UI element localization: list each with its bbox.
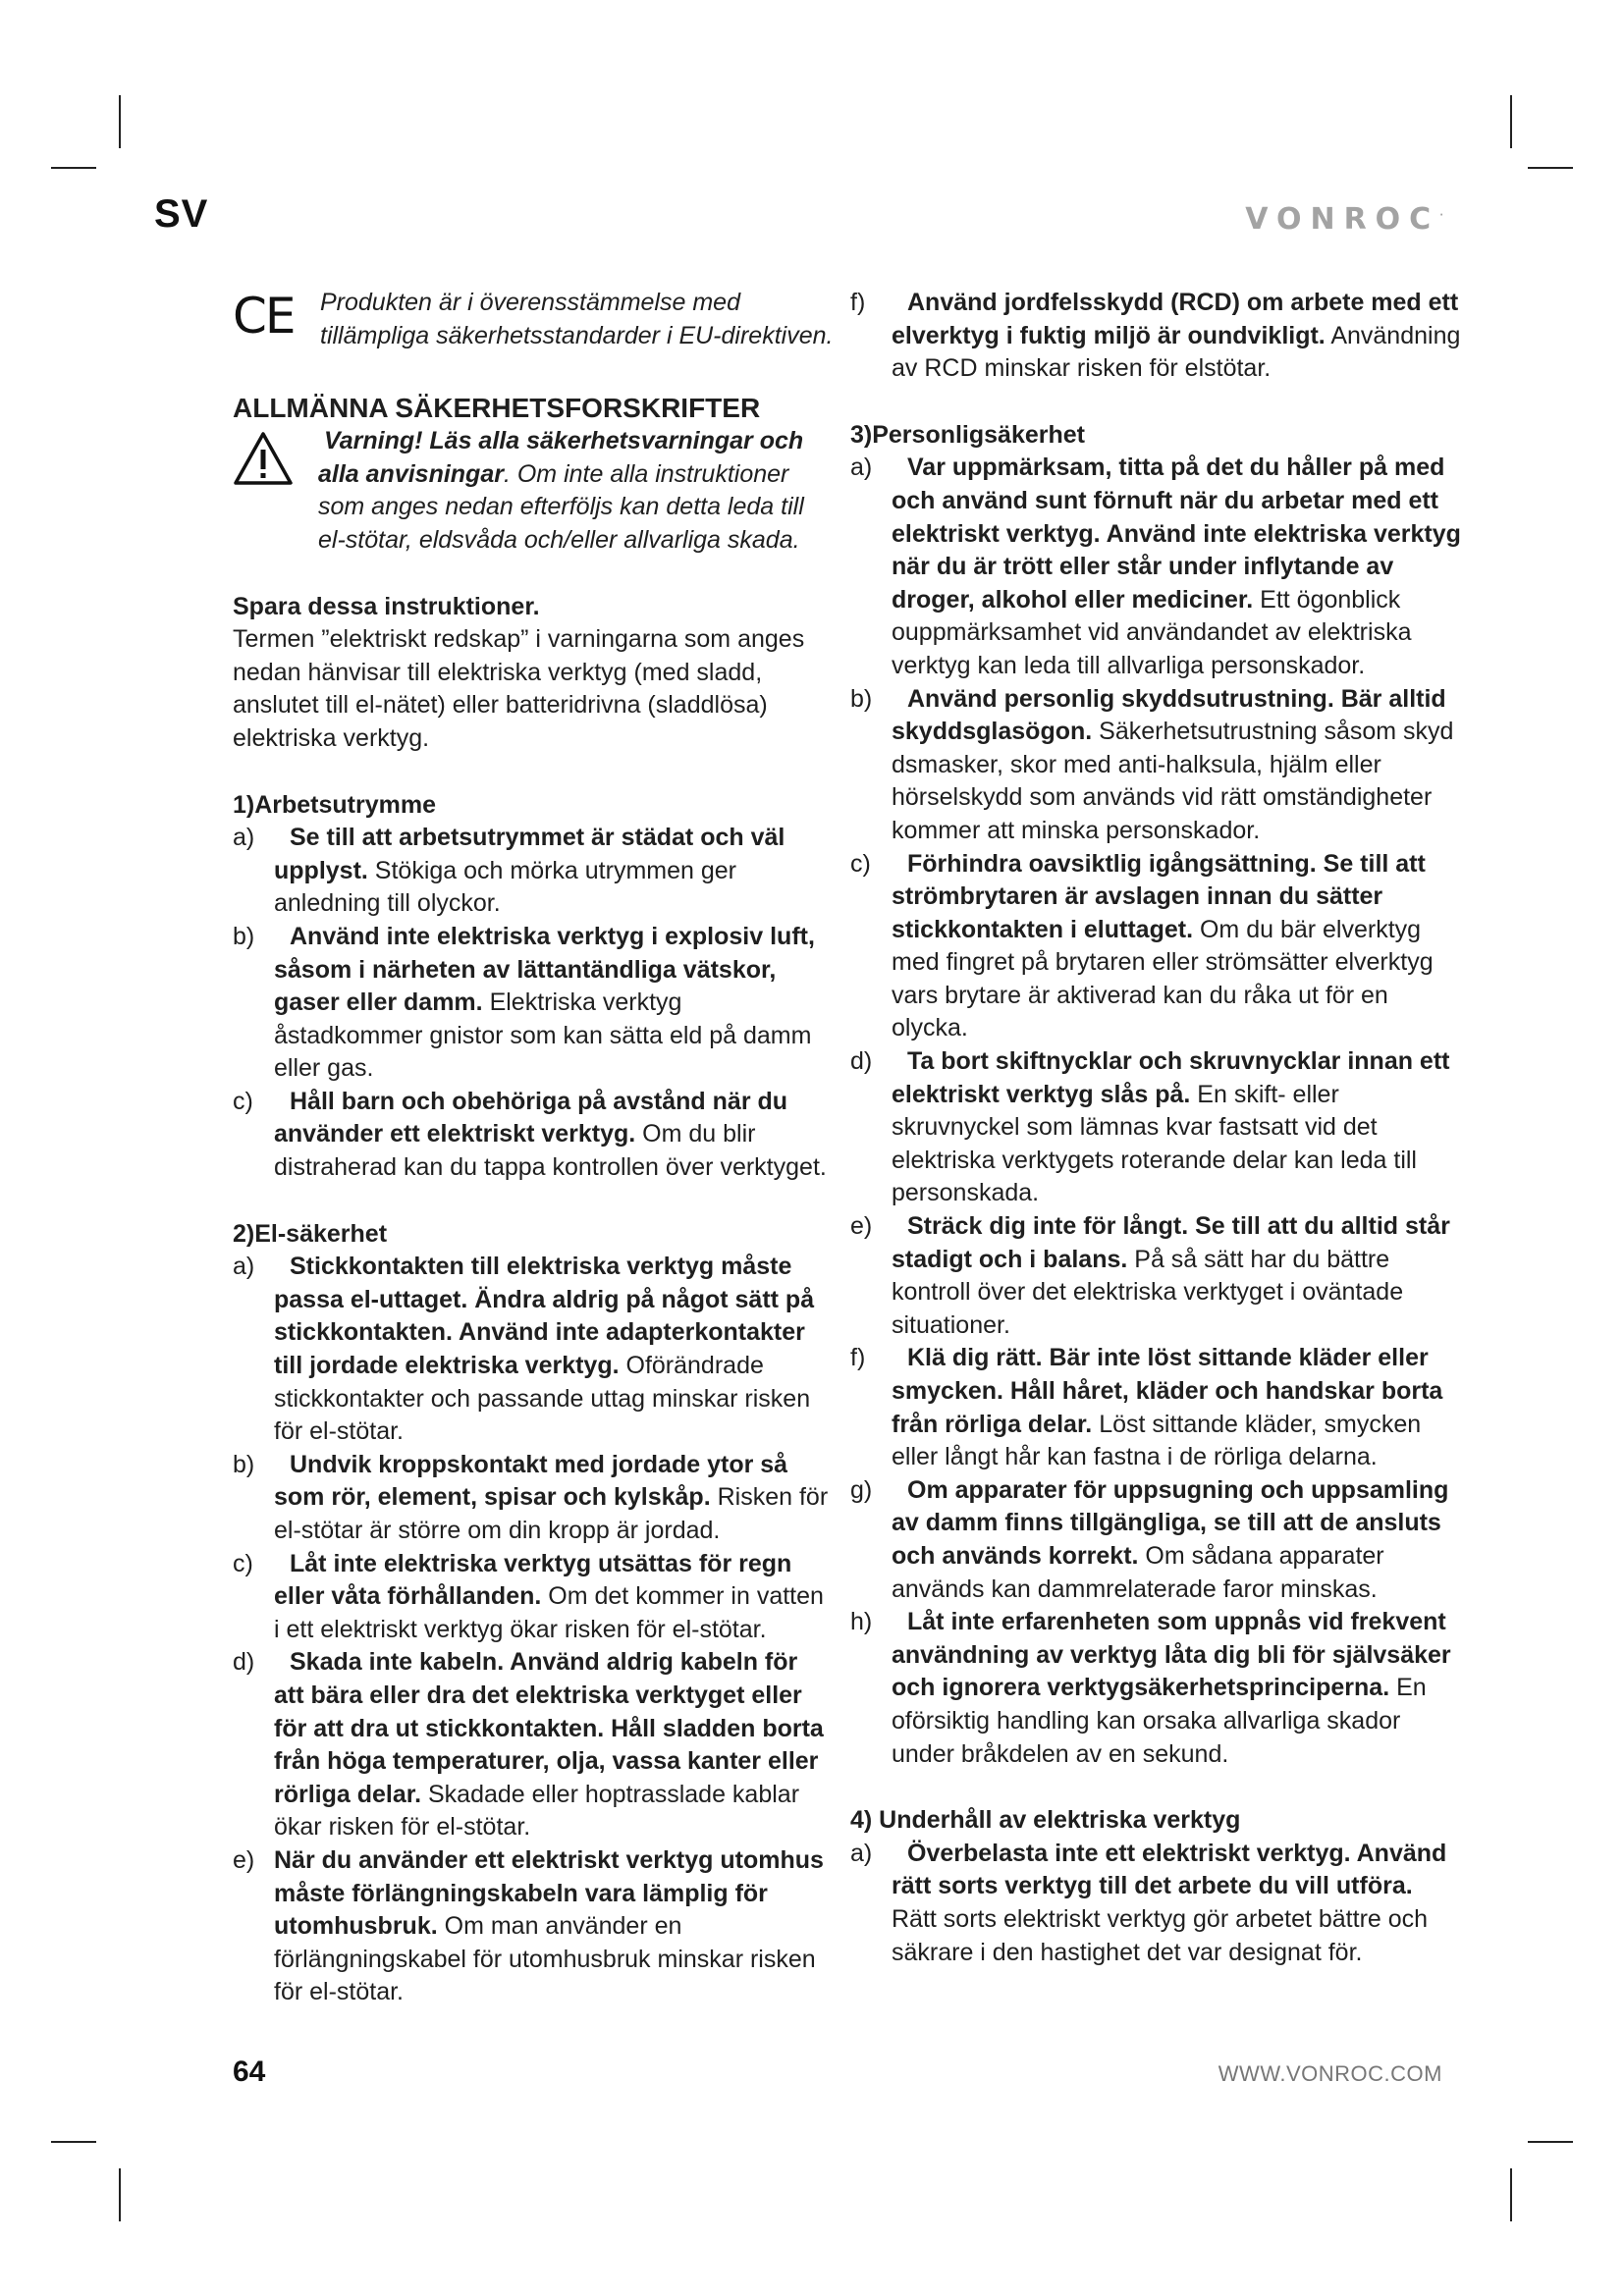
item-marker: c): [850, 849, 871, 878]
save-text: Termen ”elektriskt redskap” i varningarna som anges nedan hänvisar till elektriska verktyg (med sladd, anslutet till el-nätet) eller batteridrivna (sladdlösa) elektriska verktyg.: [233, 625, 805, 752]
list-item: [850, 848, 1461, 1046]
list-item: [233, 1646, 834, 1844]
item-bold: Om apparater för uppsugning och uppsamling av damm finns tillgängliga, se till att de ansluts och används korrekt.: [892, 1475, 1449, 1570]
item-text: Stökiga och mörka utrymmen ger anledning till olyckor.: [274, 856, 736, 918]
crop-mark: [1528, 2141, 1573, 2143]
item-text: På så sätt har du bättre kontroll över det elektriska verktyget i oväntade situationer.: [892, 1245, 1404, 1339]
item-marker: b): [850, 684, 873, 713]
main-title: ALLMÄNNA SÄKERHETSFORSKRIFTER: [233, 393, 761, 424]
section-heading: 1)Arbetsutrymme: [233, 790, 437, 819]
item-marker: e): [850, 1212, 873, 1241]
item-marker: b): [233, 1450, 255, 1478]
crop-mark: [119, 95, 121, 148]
item-bold: Se till att arbetsutrymmet är städat och väl upplyst.: [274, 824, 785, 884]
item-marker: c): [233, 1087, 253, 1115]
section-heading: 3)Personligsäkerhet: [850, 420, 1085, 449]
ce-text: Produkten är i överensstämmelse med tillämpliga säkerhetsstandarder i EU-direktiven.: [320, 289, 834, 349]
item-bold: Använd jordfelsskydd (RCD) om arbete med ett elverktyg i fuktig miljö är oundvikligt.: [892, 289, 1459, 349]
item-text: Om du bär elverktyg med fingret på brytaren eller strömsätter elverktyg vars brytare är aktiverad kan du råka ut för en olycka.: [892, 915, 1434, 1042]
item-bold: Håll barn och obehöriga på avstånd när du använder ett elektriskt verktyg.: [274, 1087, 788, 1148]
item-text: Skadade eller hoptrasslade kablar ökar risken för el-stötar.: [274, 1780, 800, 1842]
section-heading: 2)El-säkerhet: [233, 1219, 388, 1248]
list-item: [233, 1086, 834, 1185]
item-bold: Överbelasta inte ett elektriskt verktyg. Använd rätt sorts verktyg till det arbete du vill utföra.: [892, 1839, 1447, 1900]
crop-mark: [1510, 2168, 1512, 2221]
item-marker: f): [850, 289, 866, 316]
item-marker: d): [233, 1648, 255, 1677]
ce-mark-icon: CE: [233, 288, 295, 345]
right-column: [850, 287, 1461, 2002]
item-text: Om man använder en förlängningskabel för utomhusbruk minskar risken för el-stötar.: [274, 1912, 816, 2006]
item-bold: Låt inte erfarenheten som uppnås vid frekvent användning av verktyg låta dig bli för självsäker och ignorera verktygsäkerhetsprinciperna.: [892, 1608, 1451, 1702]
item-marker: h): [850, 1608, 873, 1636]
brand-name: VONROC: [1245, 202, 1440, 237]
item-marker: b): [233, 922, 255, 950]
safety-section: [850, 419, 1461, 1771]
list-item: [850, 1342, 1461, 1473]
item-marker: e): [233, 1845, 255, 1874]
crop-mark: [51, 167, 96, 169]
item-text: Om du blir distraherad kan du tappa kontrollen över verktyget.: [274, 1120, 827, 1182]
list-item: [850, 1210, 1461, 1342]
item-marker: d): [850, 1047, 873, 1076]
item-bold: Var uppmärksam, titta på det du håller på med och använd sunt förnuft när du arbetar med ett elektriskt verktyg. Använd inte elektriska verktyg när du är trött eller står under inflytande av droger, alkohol eller mediciner.: [892, 454, 1461, 614]
list-item: [850, 1606, 1461, 1771]
crop-mark: [119, 2168, 121, 2221]
save-instructions: [233, 591, 834, 756]
safety-section: [850, 1804, 1461, 1969]
crop-mark: [51, 2141, 96, 2143]
item-text: En skift- eller skruvnyckel som lämnas kvar fastsatt vid det elektriska verktygets roterande delar kan leda till personskada.: [892, 1080, 1417, 1207]
item-text: Om det kommer in vatten i ett elektriskt verktyg ökar risken för el-stötar.: [274, 1582, 824, 1643]
item-bold: Använd inte elektriska verktyg i explosiv luft, såsom i närheten av lättantändliga vätskor, gaser eller damm.: [274, 922, 815, 1017]
item-bold: Undvik kroppskontakt med jordade ytor så som rör, element, spisar och kylskåp.: [274, 1450, 788, 1512]
ce-conformity: [233, 287, 834, 352]
list-item: [233, 1844, 834, 2009]
item-text: Risken för el-stötar är större om din kropp är jordad.: [274, 1483, 829, 1544]
list-item: [850, 1838, 1461, 1969]
item-marker: a): [850, 454, 873, 482]
item-marker: c): [233, 1549, 253, 1577]
list-item: [233, 921, 834, 1086]
item-text: Elektriska verktyg åstadkommer gnistor som kan sätta eld på damm eller gas.: [274, 988, 812, 1083]
list-item: [850, 287, 1461, 386]
item-text: Säkerhetsutrustning såsom skyd dsmasker, skor med anti-halksula, hjälm eller hörselskydd som används vid rätt omständigheter kommer att minska personskador.: [892, 718, 1454, 844]
save-title: Spara dessa instruktioner.: [233, 592, 540, 620]
left-sections: [233, 789, 834, 2009]
item-text: Oförändrade stickkontakter och passande uttag minskar risken för el-stötar.: [274, 1352, 811, 1446]
list-item: [233, 1548, 834, 1647]
brand-logo: VONROC·: [1245, 202, 1443, 237]
safety-section: [233, 1218, 834, 2009]
item-bold: Använd personlig skyddsutrustning. Bär alltid skyddsglasögon.: [892, 684, 1446, 746]
item-bold: Klä dig rätt. Bär inte löst sittande kläder eller smycken. Håll håret, kläder och handskar borta från rörliga delar.: [892, 1344, 1443, 1438]
item-bold: Förhindra oavsiktlig igångsättning. Se till att strömbrytaren är avslagen innan du sätter stickkontakten i eluttaget.: [892, 849, 1426, 943]
list-item: [850, 1045, 1461, 1210]
list-item: [233, 1251, 834, 1449]
list-item: [850, 1474, 1461, 1606]
item-text: Rätt sorts elektriskt verktyg gör arbetet bättre och säkrare i den hastighet det var designat för.: [892, 1904, 1429, 1966]
item-bold: Skada inte kabeln. Använd aldrig kabeln för att bära eller dra det elektriska verktyget eller för att dra ut stickkontakten. Håll sladden borta från höga temperaturer, olja, vassa kanter eller rörliga delar.: [274, 1648, 824, 1808]
warning-triangle-icon: [233, 431, 294, 486]
item-marker: a): [850, 1839, 873, 1867]
crop-mark: [1528, 167, 1573, 169]
item-marker: a): [233, 824, 255, 852]
list-item: [850, 452, 1461, 682]
section-heading: 4) Underhåll av elektriska verktyg: [850, 1806, 1241, 1835]
item-marker: f): [850, 1344, 866, 1372]
warning-block: [233, 425, 834, 557]
item-marker: g): [850, 1475, 873, 1504]
list-item: [233, 1449, 834, 1548]
right-top-item-wrap: [850, 287, 1461, 386]
item-bold: När du använder ett elektriskt verktyg utomhus måste förlängningskabeln vara lämplig för utomhusbruk.: [274, 1845, 824, 1941]
item-bold: Sträck dig inte för långt. Se till att du alltid står stadigt och i balans.: [892, 1212, 1450, 1273]
crop-mark: [1510, 95, 1512, 148]
language-code: SV: [154, 192, 209, 236]
item-bold: Låt inte elektriska verktyg utsättas för regn eller våta förhållanden.: [274, 1549, 792, 1611]
item-text: En oförsiktig handling kan orsaka allvarliga skador under bråkdelen av en sekund.: [892, 1674, 1427, 1768]
warning-bold: Varning! Läs alla säkerhetsvarningar och alla anvisningar: [318, 427, 804, 488]
safety-section: [233, 789, 834, 1185]
item-text: Löst sittande kläder, smycken eller långt hår kan fastna i de rörliga delarna.: [892, 1410, 1422, 1471]
item-marker: a): [233, 1253, 255, 1281]
list-item: [233, 822, 834, 921]
page-number: 64: [233, 2056, 266, 2088]
item-bold: Stickkontakten till elektriska verktyg måste passa el-uttaget. Ändra aldrig på något sätt på stickkontakten. Använd inte adapterkontakter till jordade elektriska verktyg.: [274, 1253, 815, 1380]
footer-url: WWW.VONROC.COM: [1218, 2061, 1442, 2086]
right-sections: [850, 419, 1461, 1969]
item-text: Användning av RCD minskar risken för elstötar.: [892, 321, 1461, 383]
item-text: Om sådana apparater används kan dammrelaterade faror minskas.: [892, 1541, 1384, 1603]
warning-text: . Om inte alla instruktioner som anges nedan efterföljs kan detta leda till el-stötar, eldsvåda och/eller allvarliga skada.: [318, 459, 804, 554]
item-text: Ett ögonblick ouppmärksamhet vid användandet av elektriska verktyg kan leda till allvarliga personskador.: [892, 585, 1412, 679]
item-bold: Ta bort skiftnycklar och skruvnycklar innan ett elektriskt verktyg slås på.: [892, 1047, 1450, 1108]
list-item: [850, 683, 1461, 848]
left-column: [233, 287, 834, 2043]
